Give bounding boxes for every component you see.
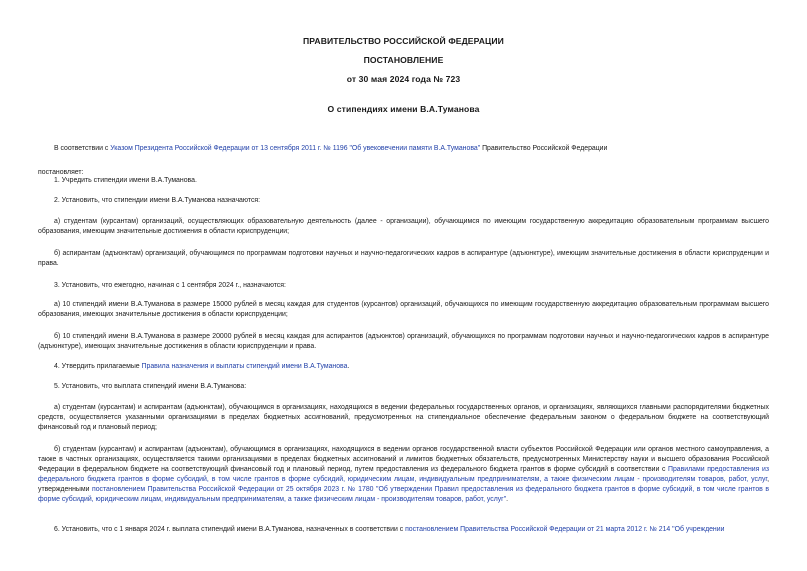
paragraph-5b-text-2: , утвержденными [38,476,769,493]
preamble-prefix: В соответствии с [54,145,111,152]
decree-word: постановляет: [38,169,84,176]
document-title: О стипендиях имени В.А.Туманова [327,104,480,114]
paragraph-5b-text-3: . [506,496,509,503]
paragraph-1: 1. Учредить стипендии имени В.А.Туманова. [54,177,197,184]
resolution-1780-link[interactable]: постановлением Правительства Российской Федерации от 25 октября 2023 г. № 1780 "Об утверждении Правил предоставления из федерального бюджета грантов в форме субсидий, в том числе грантов в форме субсидий, юридическим лицам, индивидуальным предпринимателям, а также физическим лицам - производителям товаров, работ, услуг" [38,486,769,503]
paragraph-6-prefix: 6. Установить, что с 1 января 2024 г. выплата стипендий имени В.А.Туманова, назначенных в соответствии с [54,526,406,533]
paragraph-5b-text-1: б) студентам (курсантам) и аспирантам (адъюнктам), обучающимся в организациях, находящихся в ведении органов государственной власти субъектов Российской Федерации или органов местного самоуправления, а также в частных организациях, осуществляется такими организациями в пределах бюджетных ассигнований и лимитов бюджетных обязательств, предусмотренных Министерству науки и высшего образования Российской Федерации в федеральном бюджете на соответствующий финансовый год и плановый период, путем предоставления из федерального бюджета грантов в форме субсидий в соответствии с [38,446,769,473]
paragraph-4-prefix: 4. Утвердить прилагаемые [54,363,142,370]
preamble [38,144,769,154]
grant-rules-link[interactable]: Правилами предоставления из федерального бюджета грантов в форме субсидий, в том числе грантов в форме субсидий, юридическим лицам, индивидуальным предпринимателям, а также физическим лицам - производителям товаров, работ, услуг [38,466,769,483]
paragraph-5a: а) студентам (курсантам) и аспирантам (адъюнктам), обучающимся в организациях, находящихся в ведении федеральных государственных органов, и организациях, являющихся главными распорядителями бюджетных средств, осуществляется указанными организациями в пределах бюджетных ассигнований, предусмотренных на стипендиальное обеспечение федеральным законом о федеральном бюджете на соответствующий финансовый год и плановый период; [38,404,769,431]
resolution-214-link[interactable]: постановлением Правительства Российской Федерации от 21 марта 2012 г. № 214 "Об учреждении [405,526,725,533]
paragraph-5b [38,445,769,505]
paragraph-4-suffix: . [347,363,350,370]
paragraph-2b: б) аспирантам (адъюнктам) организаций, обучающимся по программам подготовки научных и научно-педагогических кадров в аспирантуре (адъюнктуре), имеющим значительные достижения в области юриспруденции и права. [38,250,769,267]
paragraph-3b: б) 10 стипендий имени В.А.Туманова в размере 20000 рублей в месяц каждая для аспирантов (адъюнктов) организаций, обучающихся по программам подготовки научных и научно-педагогических кадров в аспирантуре (адъюнктуре), имеющих значительные достижения в области юриспруденции и права. [38,333,769,350]
preamble-suffix: Правительство Российской Федерации [480,145,608,152]
document-date-number: от 30 мая 2024 года № 723 [346,74,461,84]
paragraph-2a: а) студентам (курсантам) организаций, осуществляющих образовательную деятельность (далее - организации), обучающимся по имеющим государственную аккредитацию образовательным программам высшего образования, имеющим значительные достижения в области юриспруденции; [38,218,769,235]
document-type: ПОСТАНОВЛЕНИЕ [363,55,444,65]
government-heading: ПРАВИТЕЛЬСТВО РОССИЙСКОЙ ФЕДЕРАЦИИ [303,36,504,46]
paragraph-2: 2. Установить, что стипендии имени В.А.Туманова назначаются: [54,197,261,204]
paragraph-6 [38,525,769,535]
preamble-decree-link[interactable]: Указом Президента Российской Федерации от 13 сентября 2011 г. № 1196 "Об увековечении памяти В.А.Туманова" [110,145,481,152]
rules-link[interactable]: Правила назначения и выплаты стипендий имени В.А.Туманова [141,363,348,370]
paragraph-4 [38,362,769,372]
paragraph-3a: а) 10 стипендий имени В.А.Туманова в размере 15000 рублей в месяц каждая для студентов (курсантов) организаций, обучающихся по имеющим государственную аккредитацию образовательным программам высшего образования, имеющих значительные достижения в области юриспруденции; [38,301,769,318]
paragraph-3: 3. Установить, что ежегодно, начиная с 1 сентября 2024 г., назначаются: [54,282,286,289]
paragraph-5: 5. Установить, что выплата стипендий имени В.А.Туманова: [54,383,247,390]
